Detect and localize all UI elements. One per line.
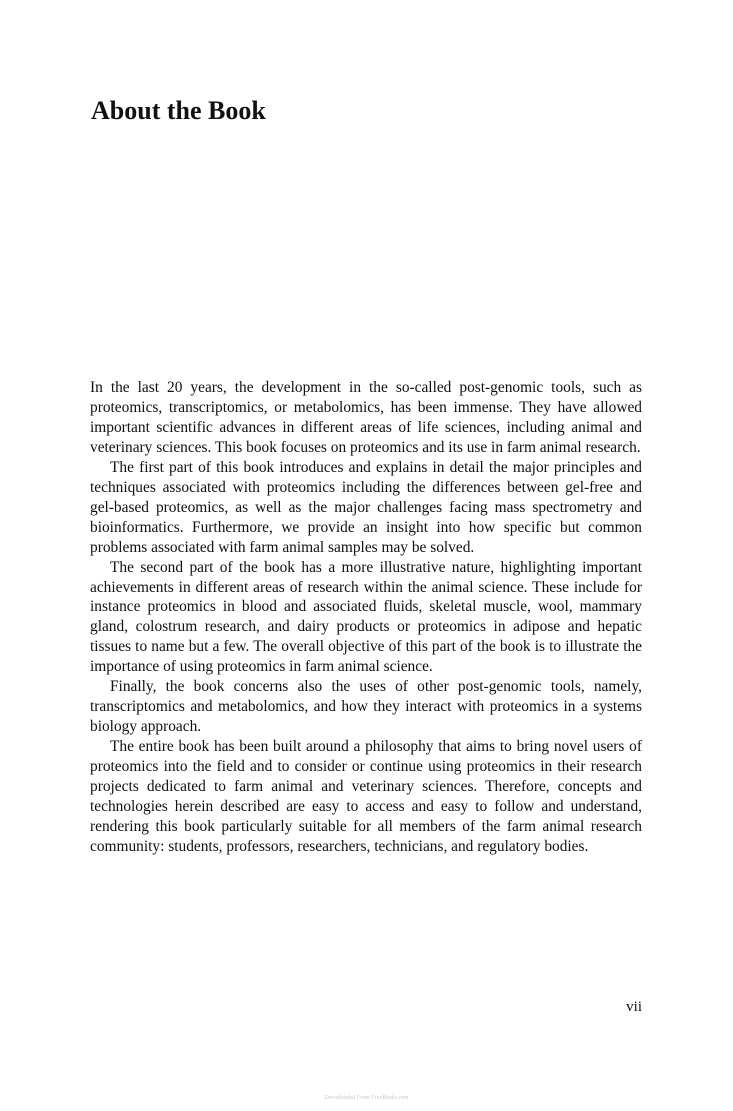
- paragraph-philosophy: The entire book has been built around a philosophy that aims to bring novel users of proteomics into the field and to consider or continue using proteomics in their research projects dedicated to farm animal and veterinary sciences. Therefore, concepts and technologies herein described are easy to access and easy to follow and understand, rendering this book particularly suitable for all members of the farm animal research community: students, professors, researchers, technicians, and regulatory bodies.: [90, 738, 642, 855]
- page-title: About the Book: [91, 96, 266, 125]
- watermark: Downloaded From FreeBooks.com: [324, 1095, 409, 1101]
- paragraph-first-part: The first part of this book introduces and explains in detail the major principles and techniques associated with proteomics including the differences between gel-free and gel-based proteomics, as well as the major challenges facing mass spectrometry and bioinformatics. Furthermore, we provide an insight into how specific but common problems associated with farm animal samples may be solved.: [90, 458, 642, 556]
- body-text: [90, 378, 642, 857]
- paragraph-second-part: The second part of the book has a more illustrative nature, highlighting important achievements in different areas of research within the animal science. These include for instance proteomics in blood and associated fluids, skeletal muscle, wool, mammary gland, colostrum research, and dairy products or proteomics in adipose and hepatic tissues to name but a few. The overall objective of this part of the book is to illustrate the importance of using proteomics in farm animal science.: [90, 558, 642, 676]
- page-number: vii: [626, 999, 642, 1015]
- paragraph-intro: In the last 20 years, the development in the so-called post-genomic tools, such as proteomics, transcriptomics, or metabolomics, has been immense. They have allowed important scientific advances in different areas of life sciences, including animal and veterinary sciences. This book focuses on proteomics and its use in farm animal research.: [90, 379, 642, 456]
- paragraph-other-tools: Finally, the book concerns also the uses of other post-genomic tools, namely, transcriptomics and metabolomics, and how they interact with proteomics in a systems biology approach.: [90, 678, 642, 736]
